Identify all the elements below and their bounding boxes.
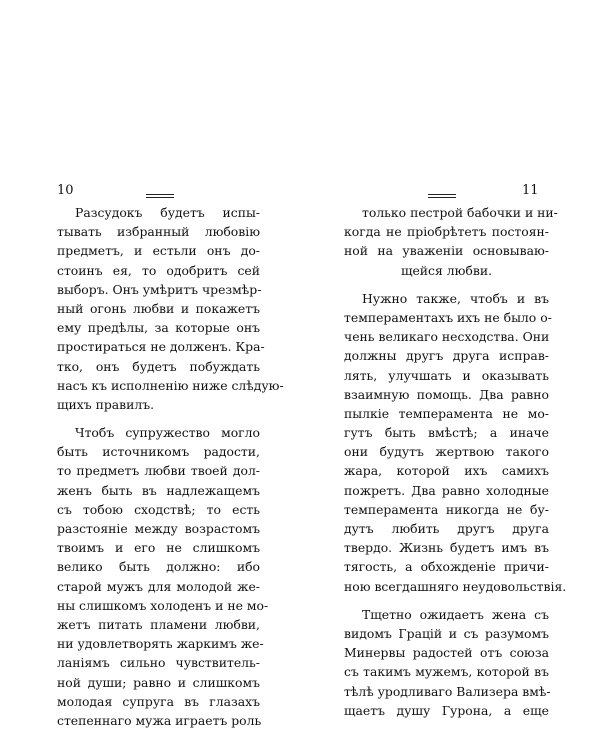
- text-line: ему предѣлы, за которые онъ: [57, 320, 260, 336]
- text-line: пылкіе темперамента не мо-: [344, 405, 549, 421]
- text-line: молодая супруга въ глазахъ: [57, 693, 260, 709]
- text-line: съ тобою сходствѣ; то есть: [57, 501, 260, 517]
- text-line: видомъ Грацій и съ разумомъ: [344, 625, 549, 641]
- text-line: щаетъ душу Гурона, а еще: [344, 702, 549, 718]
- text-line: темперамента никогда не бу-: [344, 501, 549, 517]
- text-line: гутъ быть вмѣстѣ; а иначе: [344, 425, 549, 441]
- text-line: предметъ, и естьли онъ до-: [57, 243, 260, 259]
- text-line: лять, улучшать и оказывать: [344, 367, 549, 383]
- text-line: стоинъ ея, то одобритъ сей: [57, 262, 260, 278]
- text-line: тывать избранный любовію: [57, 224, 260, 240]
- text-line: выборъ. Онъ умѣритъ чрезмѣр-: [57, 281, 262, 297]
- text-line: ною всегдашняго неудовольствія.: [344, 578, 567, 594]
- text-line: чень великаго несходства. Они: [344, 329, 550, 345]
- text-line: ной на уваженіи основываю-: [344, 243, 549, 259]
- text-line: жара, которой ихъ самихъ: [344, 463, 549, 479]
- text-line: ни удовлетворять жаркимъ же-: [57, 636, 264, 652]
- text-line: щейся любви.: [400, 262, 493, 278]
- text-line: Нужно также, чтобъ и въ: [362, 290, 549, 306]
- text-line: ной души; равно и слишкомъ: [57, 674, 260, 690]
- text-column-left: [57, 203, 284, 730]
- text-line: женъ быть въ надлежащемъ: [57, 482, 260, 498]
- text-line: твоимъ и его не слишкомъ: [57, 540, 260, 556]
- text-line: тягость, а обхожденіе причи-: [344, 559, 549, 575]
- text-line: тко, онъ будетъ побуждать: [57, 358, 260, 374]
- text-line: взаимную помощь. Два равно: [344, 386, 549, 402]
- text-line: то предметъ любви твоей дол-: [57, 463, 260, 479]
- text-line: старой мужъ для молодой же-: [57, 578, 260, 594]
- header-rule-right: [428, 194, 456, 195]
- text-line: съ такимъ мужемъ, которой въ: [344, 664, 549, 680]
- text-line: ный огонь любви и покажетъ: [57, 300, 260, 316]
- page-number-left: 10: [57, 183, 74, 198]
- text-line: тѣлѣ уродливаго Вализера вмѣ-: [344, 683, 551, 699]
- text-line: темпераментахъ ихъ не было о-: [344, 309, 552, 325]
- text-line: щихъ правилъ.: [57, 396, 155, 412]
- text-line: ны слишкомъ холоденъ и не мо-: [57, 597, 269, 613]
- text-line: степеннаго мужа играетъ роль: [57, 712, 262, 728]
- text-line: разстояніе между возрастомъ: [57, 521, 260, 536]
- text-line: Чтобъ супружество могло: [75, 425, 260, 441]
- text-line: твердо. Жизнь будетъ имъ въ: [344, 540, 549, 556]
- text-line: Минервы радостей отъ союза: [344, 645, 549, 661]
- text-line: велико быть должно: ибо: [57, 559, 260, 575]
- text-line: должны другъ друга исправ-: [344, 348, 549, 364]
- header-rule-left: [146, 194, 174, 195]
- page-number-right: 11: [522, 183, 539, 198]
- text-line: пожретъ. Два равно холодные: [344, 482, 549, 498]
- text-line: ланіямъ сильно чувствитель-: [57, 655, 260, 671]
- text-column-right: [344, 203, 567, 720]
- text-line: быть источникомъ радости,: [57, 444, 260, 460]
- text-line: простираться не долженъ. Кра-: [57, 339, 265, 355]
- text-line: насъ къ исполненію ниже слѣдую-: [57, 377, 284, 393]
- text-line: когда не пріобрѣтетъ постоян-: [344, 224, 549, 240]
- text-line: Тщетно ожидаетъ жена съ: [362, 606, 549, 622]
- text-line: они будутъ жертвою такого: [344, 444, 549, 460]
- text-line: жетъ питать пламени любви,: [57, 616, 260, 632]
- text-line: дутъ любить другъ друга: [344, 521, 549, 536]
- text-line: Разсудокъ будетъ испы-: [75, 205, 260, 220]
- text-line: только пестрой бабочки и ни-: [362, 205, 558, 220]
